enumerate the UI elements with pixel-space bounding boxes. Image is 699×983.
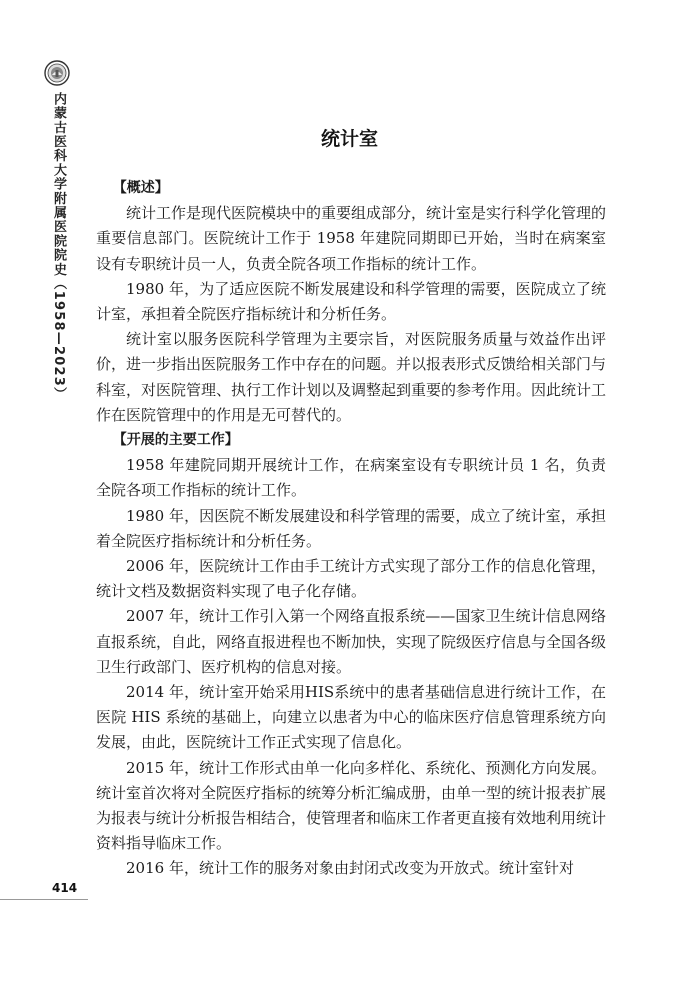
document-body (96, 176, 606, 882)
page-number: 414 (52, 881, 78, 895)
page-title: 统计室 (320, 128, 378, 150)
paragraph: 2006 年，医院统计工作由手工统计方式实现了部分工作的信息化管理，统计文档及数据资料实现了电子化存储。 (96, 557, 606, 601)
university-emblem-icon (44, 60, 70, 86)
page-number-rule (0, 899, 88, 900)
book-side-title: 内蒙古医科大学附属医院院史（1958—2023） (51, 92, 66, 402)
section-heading-overview: 【概述】 (112, 180, 169, 196)
paragraph: 2015 年，统计工作形式由单一化向多样化、系统化、预测化方向发展。统计室首次将对全院医疗指标的统筹分析汇编成册，由单一型的统计报表扩展为报表与统计分析报告相结合，使管理者和临床工作者更直接有效地利用统计资料指导临床工作。 (96, 758, 607, 853)
paragraph: 2016 年，统计工作的服务对象由封闭式改变为开放式。统计室针对 (126, 859, 574, 878)
paragraph: 1958 年建院同期开展统计工作，在病案室设有专职统计员 1 名，负责全院各项工作指标的统计工作。 (96, 456, 606, 500)
paragraph: 2007 年，统计工作引入第一个网络直报系统——国家卫生统计信息网络直报系统，自此，网络直报进程也不断加快，实现了院级医疗信息与全国各级卫生行政部门、医疗机构的信息对接。 (96, 607, 607, 676)
paragraph: 统计室以服务医院科学管理为主要宗旨，对医院服务质量与效益作出评价，进一步指出医院服务工作中存在的问题。并以报表形式反馈给相关部门与科室，对医院管理、执行工作计划以及调整起到重要的参考作用。因此统计工作在医院管理中的作用是无可替代的。 (96, 330, 607, 424)
paragraph: 1980 年，为了适应医院不断发展建设和科学管理的需要，医院成立了统计室，承担着全院医疗指标统计和分析任务。 (96, 279, 606, 324)
paragraph: 统计工作是现代医院模块中的重要组成部分，统计室是实行科学化管理的重要信息部门。医院统计工作于 1958 年建院同期即已开始，当时在病案室设有专职统计员一人，负责全院各项工作指标的统计工作。 (96, 204, 607, 273)
section-heading-main-work: 【开展的主要工作】 (112, 432, 239, 449)
paragraph: 1980 年，因医院不断发展建设和科学管理的需要，成立了统计室，承担着全院医疗指标统计和分析任务。 (96, 506, 606, 550)
paragraph: 2014 年，统计室开始采用HIS系统中的患者基础信息进行统计工作，在医院 HIS 系统的基础上，向建立以患者为中心的临床医疗信息管理系统方向发展，由此，医院统计工作正式实现了信息化。 (96, 683, 606, 752)
